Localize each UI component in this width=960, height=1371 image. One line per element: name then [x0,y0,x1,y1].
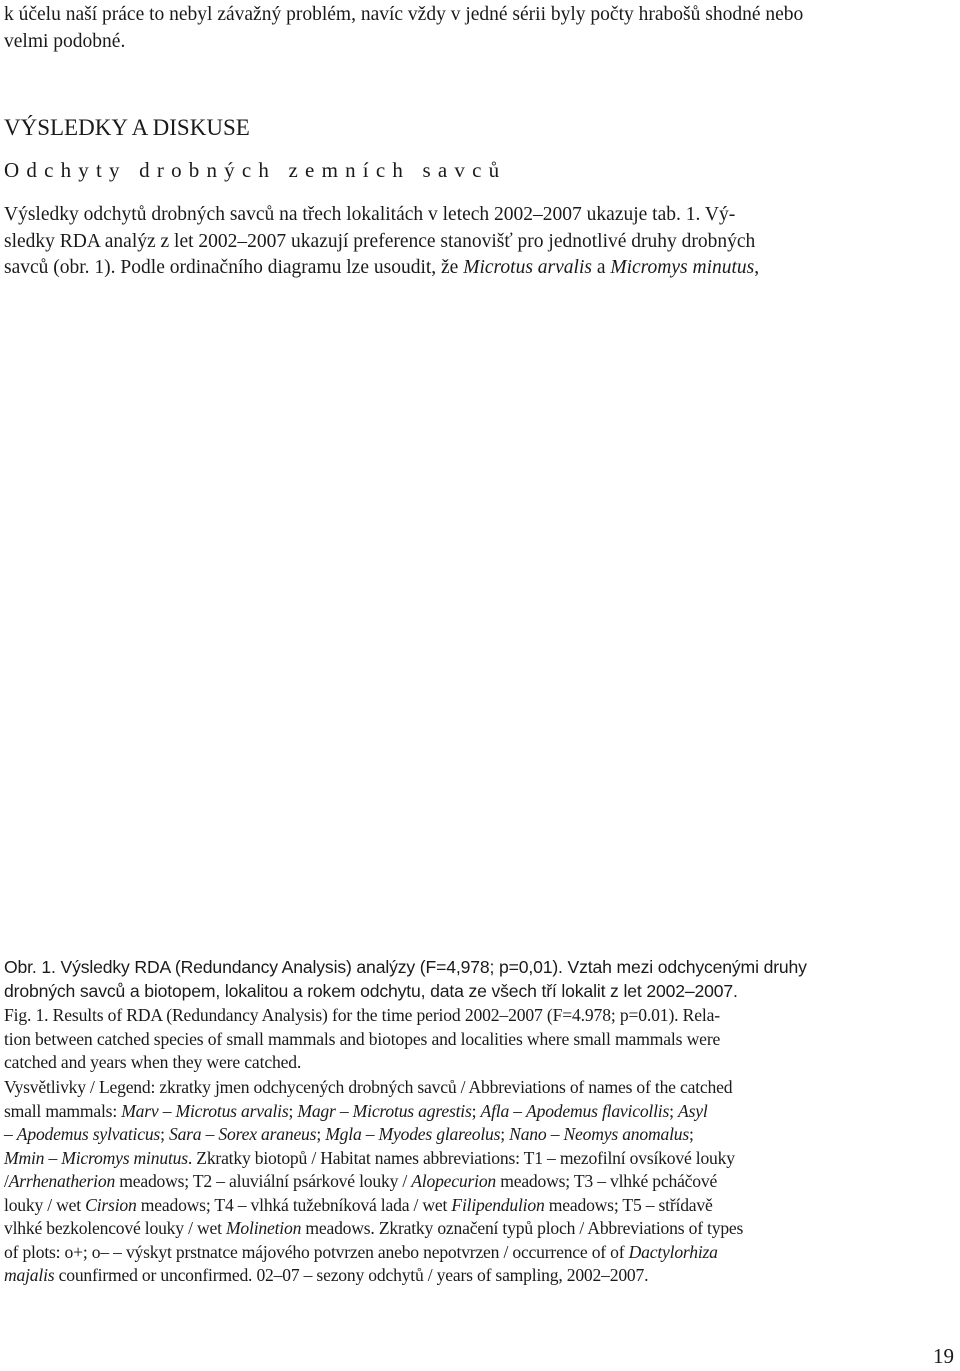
intro-line: velmi podobné. [4,30,126,52]
habitat-name: Cirsion [85,1194,137,1215]
species-name: Dactylorhiza [628,1241,718,1262]
section-subheading: Odchyty drobných zemních savců [4,158,507,182]
legend-text: meadows; T3 – vlhké pcháčové [496,1171,718,1191]
legend-text: meadows. Zkratky označení typů ploch / Abbreviations of types [301,1218,744,1238]
species-name: Sorex araneus [218,1124,317,1144]
intro-paragraph [4,2,956,55]
section-heading: VÝSLEDKY A DISKUSE [4,115,250,140]
results-line: sledky RDA analýz z let 2002–2007 ukazují preference stanovišť pro jednotlivé druhy drobných [4,230,756,252]
caption-line: catched and years when they were catched. [4,1052,302,1072]
legend-text: small mammals: [4,1100,122,1121]
legend-text: louky / wet [4,1194,86,1215]
results-text: , [754,257,760,278]
species-name: Microtus arvalis [463,257,592,278]
species-name: Apodemus flavicollis [526,1100,670,1121]
species-name: Myodes glareolus [378,1124,501,1144]
caption-english [4,1004,956,1075]
page-number: 19 [933,1344,954,1368]
habitat-name: Filipendulion [451,1194,545,1215]
legend-paragraph: Vysvětlivky / Legend: zkratky jmen odchycených drobných savců / Abbreviations of names of the catched small mammals: Marv – Microtus arvalis; Magr – Microtus agrestis; Afla – Apodemus flavicollis; Asyl – Apodemus sylvaticus; Sara – Sorex araneus; Mgla – Myodes glareolus; Nano – Neomys anomalus; Mmin – Micromys minutus. Zkratky biotopů / Habitat names abbreviations: T1 – mezofilní ovsíkové louky /Arrhenatherion meadows; T2 – aluviální psárkové louky / Alopecurion meadows; T3 – vlhké pcháčové louky / wet Cirsion meadows; T4 – vlhká tužebníková lada / wet Filipendulion meadows; T5 – střídavě vlhké bezkolencové louky / wet Molinetion meadows. Zkratky označení typů ploch / Abbreviations of types of plots: o+; o– – výskyt prstnatce májového potvrzen anebo nepotvrzen / occurrence of of Dactylorhiza majalis counfirmed or unconfirmed. 02–07 – sezony odchytů / years of sampling, 2002–2007. [4,1077,744,1285]
legend-text: vlhké bezkolencové louky / wet [4,1218,226,1238]
habitat-name: Arrhenatherion [8,1171,116,1191]
figure-placeholder [4,290,956,940]
legend-text: meadows; T2 – aluviální psárkové louky / [115,1171,412,1191]
results-paragraph [4,202,956,282]
intro-line: k účelu naší práce to nebyl závažný problém, navíc vždy v jedné sérii byly počty hrabošů shodné nebo [4,4,804,25]
species-name: Apodemus sylvaticus [16,1124,161,1144]
species-abbreviation: Mgla [325,1124,362,1144]
species-name: Micromys minutus [61,1147,188,1168]
results-text: a [591,257,611,278]
species-name: Microtus agrestis [352,1100,472,1121]
species-abbreviation: Afla [480,1100,510,1121]
legend-text: Vysvětlivky / Legend: zkratky jmen odchycených drobných savců / Abbreviations of names of the catched [4,1077,733,1097]
legend-text: meadows; T5 – střídavě [544,1194,713,1215]
species-abbreviation: Magr [297,1100,336,1121]
species-name: Micromys minutus [610,257,755,278]
species-name: majalis [4,1265,55,1285]
legend-text: / [4,1171,9,1191]
legend-text: of plots: o+; o– – výskyt prstnatce májového potvrzen anebo nepotvrzen / occurrence of of [4,1241,629,1262]
habitat-name: Molinetion [225,1218,302,1238]
legend-text: meadows; T4 – vlhká tužebníková lada / wet [136,1194,452,1215]
species-abbreviation: Mmin [4,1147,45,1168]
species-abbreviation: Marv [121,1100,159,1121]
species-name: Neomys anomalus [563,1124,690,1144]
habitat-name: Alopecurion [411,1171,497,1191]
species-abbreviation: Asyl [678,1100,708,1121]
species-abbreviation: Sara [168,1124,202,1144]
caption-line: tion between catched species of small mammals and biotopes and localities where small mammals were [4,1028,721,1049]
legend-text: . Zkratky biotopů / Habitat names abbreviations: T1 – mezofilní ovsíkové louky [187,1147,735,1168]
caption-czech [4,956,956,1003]
caption-line: Obr. 1. Výsledky RDA (Redundancy Analysis) analýzy (F=4,978; p=0,01). Vztah mezi odchycenými druhy [4,957,807,977]
results-text: savců (obr. 1). Podle ordinačního diagramu lze usoudit, že [4,257,464,278]
caption-line: drobných savců a biotopem, lokalitou a rokem odchytu, data ze všech tří lokalit z let 2002–2007. [4,980,738,1001]
legend-text: counfirmed or unconfirmed. 02–07 – sezony odchytů / years of sampling, 2002–2007. [54,1265,649,1285]
species-name: Microtus arvalis [175,1100,289,1121]
caption-line: Fig. 1. Results of RDA (Redundancy Analysis) for the time period 2002–2007 (F=4.978; p=0.01). Rela- [4,1005,721,1025]
results-line: Výsledky odchytů drobných savců na třech lokalitách v letech 2002–2007 ukazuje tab. 1. Vý- [4,204,736,225]
species-abbreviation: Nano [509,1124,547,1144]
